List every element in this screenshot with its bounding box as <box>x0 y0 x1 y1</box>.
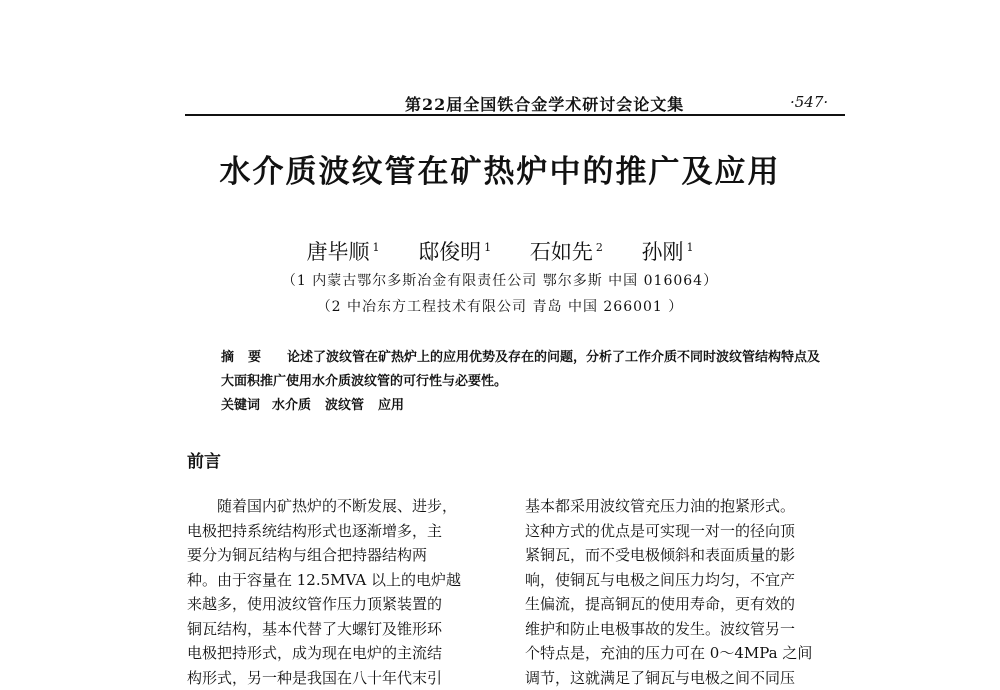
author-affiliation-mark: 1 <box>372 241 379 254</box>
abstract-block <box>221 346 821 418</box>
body-line: 电极把持系统结构形式也逐渐增多，主 <box>187 519 507 544</box>
body-line: 紧铜瓦，而不受电极倾斜和表面质量的影 <box>525 543 855 568</box>
running-header-title: 第22届全国铁合金学术研讨会论文集 <box>405 92 684 115</box>
body-line: 电极把持形式，成为现在电炉的主流结 <box>187 641 507 666</box>
author-affiliation-mark: 1 <box>687 241 694 254</box>
author <box>642 240 694 264</box>
body-line: 基本都采用波纹管充压力油的抱紧形式。 <box>525 494 855 519</box>
body-line: 要分为铜瓦结构与组合把持器结构两 <box>187 543 507 568</box>
affiliation-1: （1 内蒙古鄂尔多斯冶金有限责任公司 鄂尔多斯 中国 016064） <box>0 270 1000 290</box>
body-line: 响，使铜瓦与电极之间压力均匀，不宜产 <box>525 568 855 593</box>
body-line: 构形式，另一种是我国在八十年代末引 <box>187 666 507 690</box>
affiliation-2: （2 中冶东方工程技术有限公司 青岛 中国 266001 ） <box>0 296 1000 316</box>
keywords-label: 关键词 <box>221 398 260 413</box>
body-line: 种。由于容量在 12.5MVA 以上的电炉越 <box>187 568 507 593</box>
keyword: 水介质 <box>272 398 311 413</box>
abstract-label: 摘要 <box>221 350 275 365</box>
body-line: 铜瓦结构，基本代替了大螺钉及锥形环 <box>187 617 507 642</box>
paper-title: 水介质波纹管在矿热炉中的推广及应用 <box>0 146 1000 191</box>
author-affiliation-mark: 2 <box>596 241 603 254</box>
author <box>418 240 491 264</box>
keywords <box>221 394 821 418</box>
abstract <box>221 346 821 394</box>
author-name: 石如先 <box>530 240 593 264</box>
page-number: ·547· <box>790 93 828 111</box>
keyword: 应用 <box>378 398 404 413</box>
author-name: 孙刚 <box>642 240 684 264</box>
section-heading: 前言 <box>187 447 221 472</box>
author <box>306 240 379 264</box>
left-column <box>187 494 507 690</box>
header-divider <box>185 114 845 116</box>
body-line: 调节，这就满足了铜瓦与电极之间不同压 <box>525 666 855 690</box>
abstract-text: 论述了波纹管在矿热炉上的应用优势及存在的问题，分析了工作介质不同时波纹管结构特点及大面积推广使用水介质波纹管的可行性与必要性。 <box>221 350 820 389</box>
body-line: 维护和防止电极事故的发生。波纹管另一 <box>525 617 855 642</box>
author <box>530 240 603 264</box>
author-name: 唐毕顺 <box>306 240 369 264</box>
author-name: 邸俊明 <box>418 240 481 264</box>
right-column <box>525 494 855 690</box>
body-line: 随着国内矿热炉的不断发展、进步， <box>187 494 507 519</box>
body-line: 来越多，使用波纹管作压力顶紧装置的 <box>187 592 507 617</box>
keyword: 波纹管 <box>325 398 364 413</box>
author-list <box>0 236 1000 266</box>
author-affiliation-mark: 1 <box>484 241 491 254</box>
body-line: 这种方式的优点是可实现一对一的径向顶 <box>525 519 855 544</box>
body-line: 个特点是，充油的压力可在 0～4MPa 之间 <box>525 641 855 666</box>
body-line: 生偏流，提高铜瓦的使用寿命，更有效的 <box>525 592 855 617</box>
